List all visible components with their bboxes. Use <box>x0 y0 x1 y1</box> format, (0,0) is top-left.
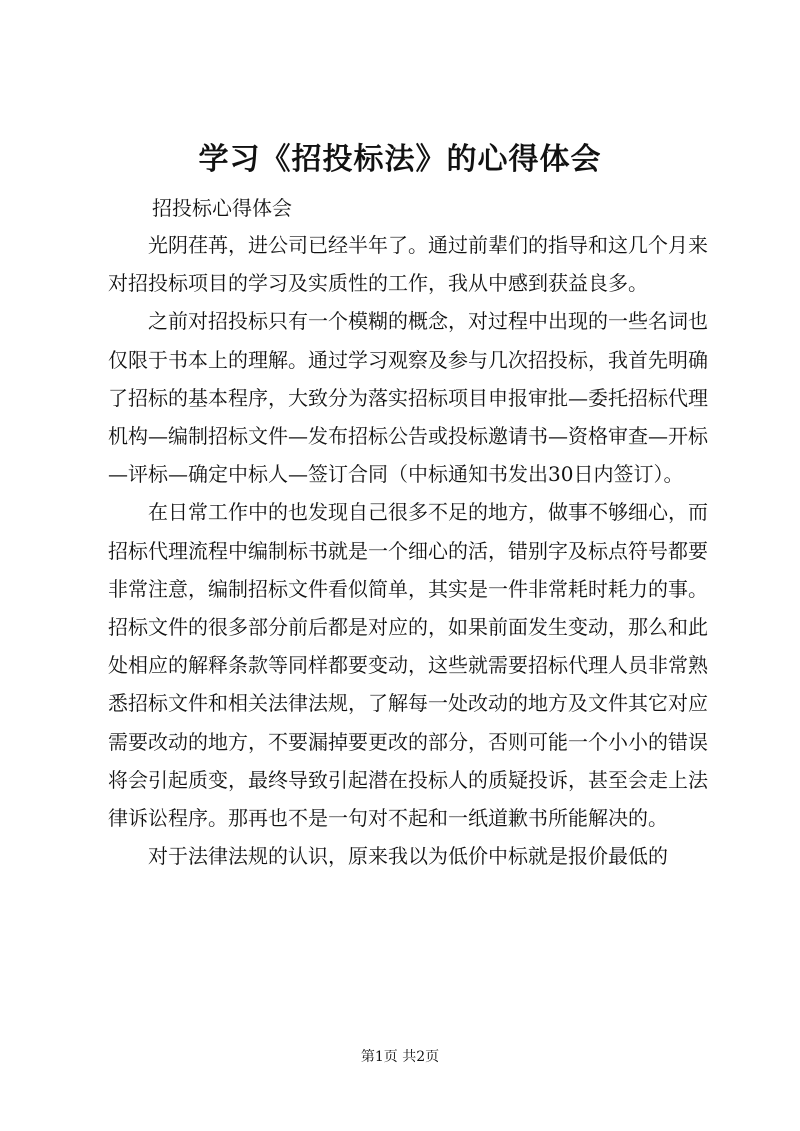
paragraph: 对于法律法规的认识，原来我以为低价中标就是报价最低的 <box>148 844 668 869</box>
document-subtitle: 招投标心得体会 <box>152 196 292 220</box>
document-body <box>108 226 708 875</box>
paragraph: 光阴荏苒，进公司已经半年了。通过前辈们的指导和这几个月来对招投标项目的学习及实质性的工作，我从中感到获益良多。 <box>108 233 708 296</box>
paragraph: 之前对招投标只有一个模糊的概念，对过程中出现的一些名词也仅限于书本上的理解。通过学习观察及参与几次招投标，我首先明确了招标的基本程序，大致分为落实招标项目申报审批—委托招标代理机构—编制招标文件—发布招标公告或投标邀请书—资格审查—开标—评标—确定中标人—签订合同（中标通知书发出30日内签订）。 <box>108 309 708 487</box>
document-title: 学习《招投标法》的心得体会 <box>198 142 602 177</box>
paragraph: 在日常工作中的也发现自己很多不足的地方，做事不够细心，而招标代理流程中编制标书就是一个细心的活，错别字及标点符号都要非常注意，编制招标文件看似简单，其实是一件非常耗时耗力的事。招标文件的很多部分前后都是对应的，如果前面发生变动，那么和此处相应的解释条款等同样都要变动，这些就需要招标代理人员非常熟悉招标文件和相关法律法规，了解每一处改动的地方及文件其它对应需要改动的地方，不要漏掉要更改的部分，否则可能一个小小的错误将会引起质变，最终导致引起潜在投标人的质疑投诉，甚至会走上法律诉讼程序。那再也不是一句对不起和一纸道歉书所能解决的。 <box>108 500 708 831</box>
page-indicator: 第1页 共2页 <box>360 1049 440 1065</box>
